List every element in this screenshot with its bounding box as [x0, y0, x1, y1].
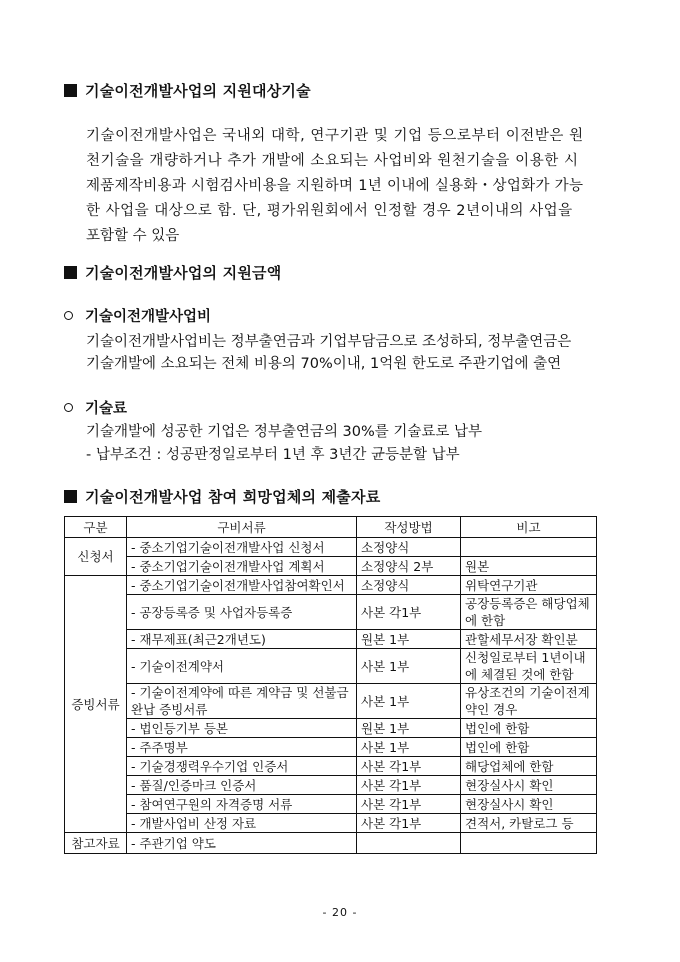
body-line: 기술개발에 소요되는 전체 비용의 70%이내, 1억원 한도로 주관기업에 출연: [86, 356, 562, 372]
body-line: 기술개발에 성공한 기업은 정부출연금의 30%를 기술료로 납부: [86, 424, 483, 440]
note-cell: 견적서, 카탈로그 등: [461, 814, 597, 833]
body-line: 기술이전개발사업비는 정부출연금과 기업부담금으로 조성하되, 정부출연금은: [86, 334, 572, 350]
table-row: [65, 538, 597, 557]
table-row: [65, 795, 597, 814]
section-heading-support-amount: [64, 262, 281, 283]
paragraph-line: 포함할 수 있음: [86, 228, 180, 244]
document-cell: - 기술경쟁력우수기업 인증서: [127, 757, 357, 776]
document-cell: - 개발사업비 산정 자료: [127, 814, 357, 833]
header-note: 비고: [461, 517, 597, 538]
paragraph-line: 기술이전개발사업은 국내외 대학, 연구기관 및 기업 등으로부터 이전받은 원: [86, 128, 584, 144]
method-cell: 사본 1부: [357, 738, 461, 757]
table-row: [65, 719, 597, 738]
note-cell: 법인에 한함: [461, 738, 597, 757]
method-cell: 사본 각1부: [357, 757, 461, 776]
note-cell: 현장실사시 확인: [461, 776, 597, 795]
note-cell: 유상조건의 기술이전계약인 경우: [461, 684, 597, 719]
black-square-bullet-icon: [64, 84, 77, 97]
method-cell: 사본 각1부: [357, 776, 461, 795]
subheading-title: 기술이전개발사업비: [85, 309, 212, 325]
paragraph-line: 한 사업을 대상으로 함. 단, 평가위원회에서 인정할 경우 2년이내의 사업을: [86, 203, 573, 219]
table-row: [65, 684, 597, 719]
document-cell: - 기술이전계약서: [127, 649, 357, 684]
method-cell: 사본 1부: [357, 684, 461, 719]
circle-bullet-icon: [64, 403, 73, 412]
table-row: [65, 738, 597, 757]
body-line: - 납부조건 : 성공판정일로부터 1년 후 3년간 균등분할 납부: [86, 447, 460, 463]
table-row: [65, 757, 597, 776]
section-title: 기술이전개발사업의 지원대상기술: [85, 82, 311, 100]
table-row: [65, 649, 597, 684]
note-cell: [461, 538, 597, 557]
page-number: - 20 -: [322, 906, 358, 919]
method-cell: 사본 각1부: [357, 795, 461, 814]
table-row: [65, 557, 597, 576]
circle-bullet-icon: [64, 311, 73, 320]
note-cell: 관할세무서장 확인분: [461, 630, 597, 649]
table-row: [65, 814, 597, 833]
header-documents: 구비서류: [127, 517, 357, 538]
table-row: [65, 576, 597, 595]
paragraph-line: 제품제작비용과 시험검사비용을 지원하며 1년 이내에 실용화・상업화가 가능: [86, 178, 584, 194]
method-cell: 원본 1부: [357, 630, 461, 649]
document-cell: - 중소기업기술이전개발사업참여확인서: [127, 576, 357, 595]
category-proof: 증빙서류: [65, 576, 127, 833]
document-cell: - 참여연구원의 자격증명 서류: [127, 795, 357, 814]
black-square-bullet-icon: [64, 490, 77, 503]
document-cell: - 주관기업 약도: [127, 833, 357, 854]
table-row: [65, 833, 597, 854]
note-cell: [461, 833, 597, 854]
note-cell: 신청일로부터 1년이내에 체결된 것에 한함: [461, 649, 597, 684]
note-cell: 해당업체에 한함: [461, 757, 597, 776]
document-cell: - 법인등기부 등본: [127, 719, 357, 738]
section-heading-support-target: [64, 80, 311, 101]
document-cell: - 재무제표(최근2개년도): [127, 630, 357, 649]
category-reference: 참고자료: [65, 833, 127, 854]
note-cell: 위탁연구기관: [461, 576, 597, 595]
method-cell: 원본 1부: [357, 719, 461, 738]
table-header-row: [65, 517, 597, 538]
subheading-tech-fee: [64, 397, 127, 418]
document-cell: - 주주명부: [127, 738, 357, 757]
method-cell: 소정양식 2부: [357, 557, 461, 576]
category-application: 신청서: [65, 538, 127, 576]
submission-documents-table: [64, 516, 597, 854]
section-title: 기술이전개발사업의 지원금액: [85, 264, 282, 282]
document-cell: - 중소기업기술이전개발사업 신청서: [127, 538, 357, 557]
method-cell: 소정양식: [357, 576, 461, 595]
method-cell: 소정양식: [357, 538, 461, 557]
document-cell: - 공장등록증 및 사업자등록증: [127, 595, 357, 630]
black-square-bullet-icon: [64, 266, 77, 279]
document-cell: - 중소기업기술이전개발사업 계획서: [127, 557, 357, 576]
subheading-title: 기술료: [85, 401, 128, 417]
method-cell: 사본 각1부: [357, 814, 461, 833]
support-target-paragraph: [86, 124, 596, 249]
table-row: [65, 595, 597, 630]
table-row: [65, 776, 597, 795]
note-cell: 법인에 한함: [461, 719, 597, 738]
note-cell: 현장실사시 확인: [461, 795, 597, 814]
method-cell: 사본 각1부: [357, 595, 461, 630]
paragraph-line: 천기술을 개량하거나 추가 개발에 소요되는 사업비와 원천기술을 이용한 시: [86, 153, 579, 169]
table-row: [65, 630, 597, 649]
document-cell: - 품질/인증마크 인증서: [127, 776, 357, 795]
method-cell: 사본 1부: [357, 649, 461, 684]
section-heading-submission-docs: [64, 486, 380, 507]
method-cell: [357, 833, 461, 854]
note-cell: 원본: [461, 557, 597, 576]
header-category: 구분: [65, 517, 127, 538]
note-cell: 공장등록증은 해당업체에 한함: [461, 595, 597, 630]
document-cell: - 기술이전계약에 따른 계약금 및 선불금 완납 증빙서류: [127, 684, 357, 719]
section-title: 기술이전개발사업 참여 희망업체의 제출자료: [85, 488, 381, 506]
header-method: 작성방법: [357, 517, 461, 538]
subheading-project-cost: [64, 305, 211, 326]
